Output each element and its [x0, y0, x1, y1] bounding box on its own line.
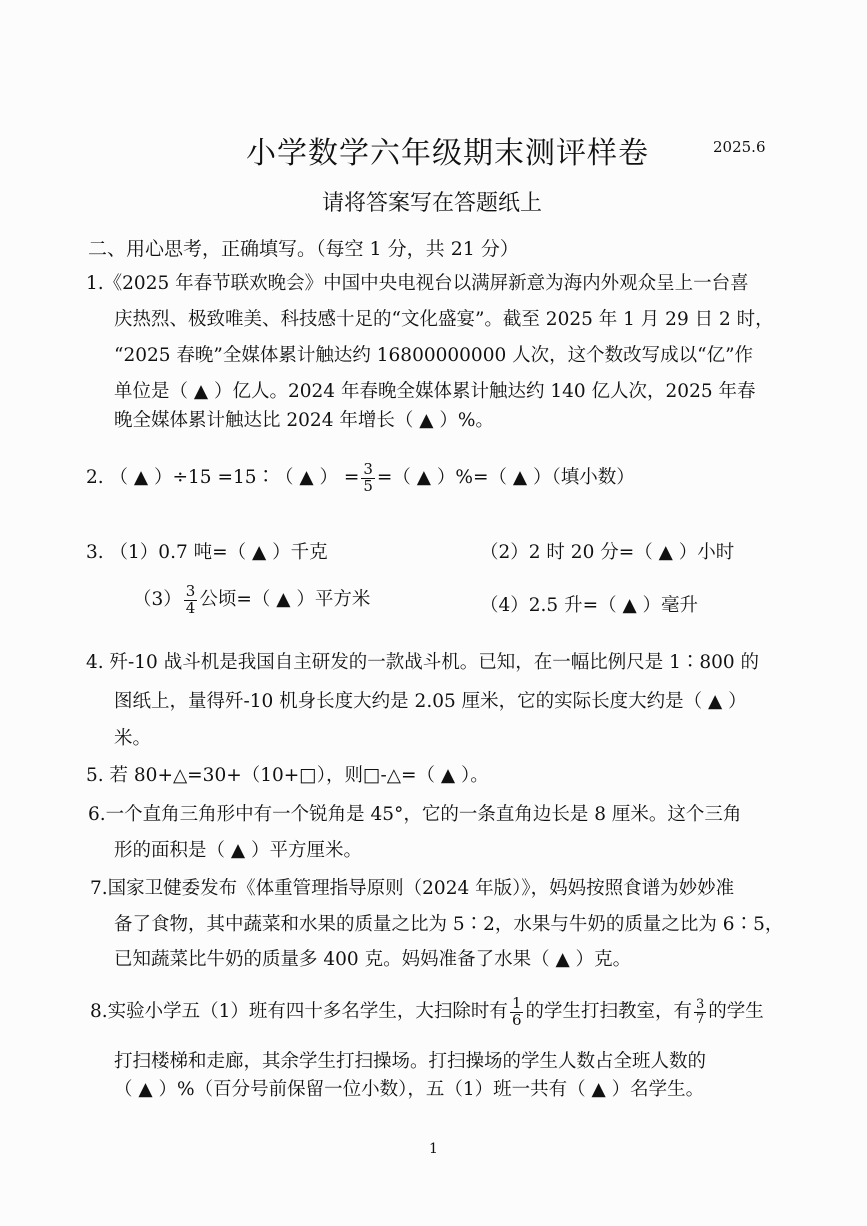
q8-fraction-2-denominator: 7	[696, 1011, 705, 1027]
q1-line-3: “2025 春晚”全媒体累计触达约 16800000000 人次，这个数改写成以“亿”作	[114, 345, 754, 366]
exam-title: 小学数学六年级期末测评样卷	[246, 136, 649, 171]
q3-part-4: （4）2.5 升=（ ▲ ）毫升	[480, 595, 699, 616]
q2-fraction-numerator: 3	[363, 460, 373, 478]
q8-fraction-1	[510, 996, 524, 1029]
q8-fraction-2-numerator: 3	[696, 997, 705, 1013]
q4-line-2: 图纸上，量得歼-10 机身长度大约是 2.05 厘米，它的实际长度大约是（ ▲ ）	[114, 691, 747, 712]
q8-fraction-1-numerator: 1	[511, 994, 522, 1012]
q2-prefix: 2. （ ▲ ）÷15 =15∶（ ▲ ） =	[86, 467, 360, 488]
q6-line-2: 形的面积是（ ▲ ）平方厘米。	[114, 840, 362, 861]
q8-fraction-2	[694, 998, 706, 1026]
q6-line-1: 6.一个直角三角形中有一个锐角是 45°，它的一条直角边长是 8 厘米。这个三角	[88, 804, 742, 825]
q3-part-3-label: （3）	[133, 589, 182, 610]
q1-line-1: 1.《2025 年春节联欢晚会》中国中央电视台以满屏新意为海内外观众呈上一台喜	[86, 273, 749, 294]
q3-fraction-denominator: 4	[185, 598, 196, 617]
q2-fraction	[361, 462, 375, 495]
section-heading: 二、用心思考，正确填写。（每空 1 分，共 21 分）	[88, 238, 519, 260]
q8-middle: 的学生打扫教室，有	[525, 1001, 692, 1022]
page-number: 1	[429, 1141, 438, 1157]
q1-line-2: 庆热烈、极致唯美、科技感十足的“文化盛宴”。截至 2025 年 1 月 29 日 2 时，	[114, 309, 774, 330]
q7-line-3: 已知蔬菜比牛奶的质量多 400 克。妈妈准备了水果（ ▲ ）克。	[114, 949, 632, 970]
q8-line-1	[90, 996, 764, 1029]
q2-fraction-denominator: 5	[363, 476, 373, 495]
q7-line-2: 备了食物，其中蔬菜和水果的质量之比为 5∶2，水果与牛奶的质量之比为 6∶5，	[114, 914, 784, 935]
exam-instruction: 请将答案写在答题纸上	[322, 191, 543, 216]
q3-part-3-fraction	[184, 584, 198, 617]
q8-line-3: （ ▲ ）%（百分号前保留一位小数），五（1）班一共有（ ▲ ）名学生。	[114, 1079, 705, 1100]
q8-suffix: 的学生	[708, 1001, 764, 1022]
q7-line-1: 7.国家卫健委发布《体重管理指导原则（2024 年版）》，妈妈按照食谱为妙妙准	[90, 878, 735, 899]
q8-line-2: 打扫楼梯和走廊，其余学生打扫操场。打扫操场的学生人数占全班人数的	[114, 1051, 707, 1072]
q2-line	[86, 462, 635, 495]
q3-part-2: （2）2 时 20 分=（ ▲ ）小时	[480, 542, 735, 563]
q2-suffix: =（ ▲ ）%=（ ▲ ）（填小数）	[376, 467, 635, 488]
q3-part-1: 3. （1）0.7 吨=（ ▲ ）千克	[86, 542, 328, 563]
q4-line-1: 4. 歼-10 战斗机是我国自主研发的一款战斗机。已知，在一幅比例尺是 1∶800 的	[86, 652, 760, 673]
q3-part-3-text: 公顷=（ ▲ ）平方米	[199, 589, 371, 610]
q8-fraction-1-denominator: 6	[511, 1010, 522, 1029]
q3-part-3	[133, 584, 370, 617]
q3-fraction-numerator: 3	[185, 582, 196, 600]
exam-date: 2025.6	[713, 138, 766, 156]
q8-prefix: 8.实验小学五（1）班有四十多名学生，大扫除时有	[90, 1001, 508, 1022]
q1-line-5: 晚全媒体累计触达比 2024 年增长（ ▲ ）%。	[114, 410, 494, 431]
q1-line-4: 单位是（ ▲ ）亿人。2024 年春晚全媒体累计触达约 140 亿人次，2025 年春	[114, 381, 756, 402]
q5-line-1: 5. 若 80+△=30+（10+□），则□-△=（ ▲ ）。	[86, 765, 489, 786]
q4-line-3: 米。	[114, 728, 152, 749]
